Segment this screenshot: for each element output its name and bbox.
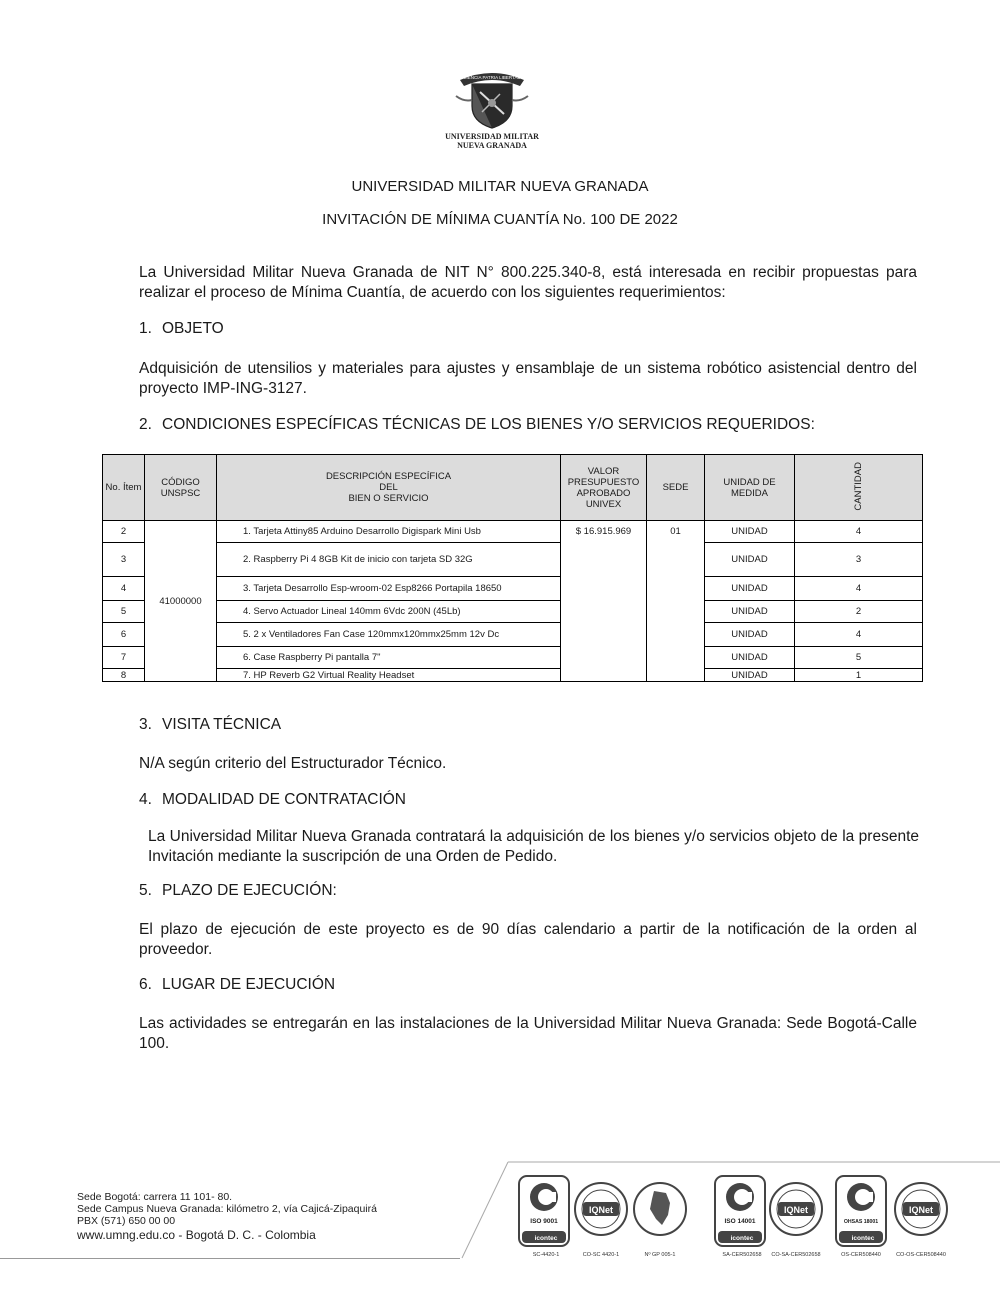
header-desc-line: DEL <box>379 482 398 493</box>
section-title: VISITA TÉCNICA <box>162 716 282 733</box>
header-description <box>217 455 561 521</box>
cell-item: 4 <box>103 577 145 601</box>
cell-quantity: 5 <box>795 647 923 669</box>
cell-item: 6 <box>103 623 145 647</box>
cell-quantity: 4 <box>795 577 923 601</box>
section-number: 3. <box>139 716 152 733</box>
svg-text:icontec: icontec <box>730 1235 754 1242</box>
header-sede: SEDE <box>647 455 705 521</box>
cell-quantity: 4 <box>795 623 923 647</box>
section-heading-visita <box>139 716 281 734</box>
cert-code: CO-SC 4420-1 <box>582 1252 620 1258</box>
section-number: 5. <box>139 882 152 899</box>
footer-line: Sede Campus Nueva Granada: kilómetro 2, vía Cajicá-Zipaquirá <box>77 1203 377 1215</box>
section-heading-condiciones <box>139 416 815 434</box>
cell-description: 1. Tarjeta Attiny85 Arduino Desarrollo Digispark Mini Usb <box>217 521 561 543</box>
table-row <box>103 577 923 601</box>
cell-budget: $ 16.915.969 <box>561 521 647 682</box>
cell-description: 2. Raspberry Pi 4 8GB Kit de inicio con tarjeta SD 32G <box>217 543 561 577</box>
svg-text:OHSAS 18001: OHSAS 18001 <box>843 1219 879 1225</box>
iqnet-icon <box>893 1175 949 1247</box>
cell-unit: UNIDAD <box>705 669 795 682</box>
header-desc-line: DESCRIPCIÓN ESPECÍFICA <box>325 471 452 482</box>
table-row <box>103 521 923 543</box>
section-heading-objeto <box>139 320 224 338</box>
header-unit-line: UNIDAD DE <box>723 476 776 488</box>
cell-unit: UNIDAD <box>705 601 795 623</box>
icontec-iso9001-icon <box>518 1175 574 1247</box>
section-title: CONDICIONES ESPECÍFICAS TÉCNICAS DE LOS BIENES Y/O SERVICIOS REQUERIDOS: <box>162 416 815 433</box>
cell-sede: 01 <box>647 521 705 682</box>
section-text-modalidad: La Universidad Militar Nueva Granada contratará la adquisición de los bienes y/o servicios objeto de la presente Invitación mediante la suscripción de una Orden de Pedido. <box>148 828 919 865</box>
footer-website: www.umng.edu.co - Bogotá D. C. - Colombia <box>77 1228 316 1242</box>
section-title: MODALIDAD DE CONTRATACIÓN <box>162 791 406 808</box>
table-row <box>103 669 923 682</box>
section-number: 6. <box>139 976 152 993</box>
intro-paragraph: La Universidad Militar Nueva Granada de NIT N° 800.225.340-8, está interesada en recibir propuestas para realizar el proceso de Mínima Cuantía, de acuerdo con los siguientes requerimientos: <box>139 264 917 301</box>
gp-colombia-map-icon <box>632 1175 688 1247</box>
svg-text:IQNet: IQNet <box>783 1205 809 1215</box>
section-heading-lugar <box>139 976 335 994</box>
section-number: 2. <box>139 416 152 433</box>
svg-text:icontec: icontec <box>851 1235 875 1242</box>
header-item: No. Ítem <box>103 455 145 521</box>
cell-description: 7. HP Reverb G2 Virtual Reality Headset <box>217 669 561 682</box>
cell-unit: UNIDAD <box>705 521 795 543</box>
section-heading-plazo <box>139 882 337 900</box>
header-unit-line: MEDIDA <box>731 487 768 499</box>
cell-unit: UNIDAD <box>705 577 795 601</box>
section-number: 1. <box>139 320 152 337</box>
header-quantity <box>795 455 923 521</box>
svg-text:IQNet: IQNet <box>908 1205 934 1215</box>
cert-code: CO-OS-CER508440 <box>896 1252 946 1258</box>
table-header-row <box>103 455 923 521</box>
header-budget <box>561 455 647 521</box>
logo-banner-text: CIENCIA PATRIA LIBERTAD <box>463 75 521 80</box>
cell-quantity: 2 <box>795 601 923 623</box>
cell-unit: UNIDAD <box>705 623 795 647</box>
cell-quantity: 1 <box>795 669 923 682</box>
requirements-table <box>102 454 923 682</box>
header-budget-line: PRESUPUESTO <box>567 476 640 488</box>
table-row <box>103 623 923 647</box>
header-quantity-label: CANTIDAD <box>853 461 864 511</box>
cert-code: SA-CER502658 <box>722 1252 762 1258</box>
section-title: OBJETO <box>162 320 224 337</box>
section-text-objeto: Adquisición de utensilios y materiales para ajustes y ensamblaje de un sistema robótico asistencial dentro del proyecto IMP-ING-3127. <box>139 360 917 397</box>
cell-description: 3. Tarjeta Desarrollo Esp-wroom-02 Esp8266 Portapila 18650 <box>217 577 561 601</box>
header-budget-line: UNIVEX <box>585 498 622 510</box>
cell-item: 2 <box>103 521 145 543</box>
section-heading-modalidad <box>139 791 406 809</box>
cert-code: OS-CER508440 <box>841 1252 881 1258</box>
table-row <box>103 601 923 623</box>
logo-wordmark: UNIVERSIDAD MILITAR NUEVA GRANADA <box>445 132 539 150</box>
svg-text:icontec: icontec <box>534 1235 558 1242</box>
header-budget-line: APROBADO <box>576 487 631 499</box>
cert-code: SC-4420-1 <box>532 1252 560 1258</box>
cell-quantity: 4 <box>795 521 923 543</box>
cell-item: 7 <box>103 647 145 669</box>
cell-unit: UNIDAD <box>705 543 795 577</box>
document-subtitle: INVITACIÓN DE MÍNIMA CUANTÍA No. 100 DE 2022 <box>322 211 678 228</box>
svg-text:ISO 9001: ISO 9001 <box>530 1218 558 1225</box>
cell-quantity: 3 <box>795 543 923 577</box>
cell-item: 8 <box>103 669 145 682</box>
cell-description: 4. Servo Actuador Lineal 140mm 6Vdc 200N (45Lb) <box>217 601 561 623</box>
header-desc-line: BIEN O SERVICIO <box>348 493 429 504</box>
icontec-iso14001-icon <box>714 1175 770 1247</box>
footer-line: PBX (571) 650 00 00 <box>77 1215 176 1227</box>
header-budget-line: VALOR <box>587 465 620 477</box>
section-text-visita: N/A según criterio del Estructurador Técnico. <box>139 755 447 772</box>
cert-code: CO-SA-CER502658 <box>771 1252 821 1258</box>
cell-unit: UNIDAD <box>705 647 795 669</box>
document-title: UNIVERSIDAD MILITAR NUEVA GRANADA <box>351 178 649 195</box>
footer-divider <box>0 1258 460 1259</box>
section-title: PLAZO DE EJECUCIÓN: <box>162 882 337 899</box>
icontec-ohsas18001-icon <box>835 1175 891 1247</box>
cell-item: 3 <box>103 543 145 577</box>
cell-code: 41000000 <box>145 521 217 682</box>
section-text-lugar: Las actividades se entregarán en las instalaciones de la Universidad Militar Nueva Granada: Sede Bogotá-Calle 100. <box>139 1015 917 1052</box>
cell-item: 5 <box>103 601 145 623</box>
section-number: 4. <box>139 791 152 808</box>
iqnet-icon <box>573 1175 629 1247</box>
cert-code: Nº GP 005-1 <box>644 1252 676 1258</box>
section-text-plazo: El plazo de ejecución de este proyecto es de 90 días calendario a partir de la notificación de la orden al proveedor. <box>139 921 917 958</box>
header-unit <box>705 455 795 521</box>
cell-description: 6. Case Raspberry Pi pantalla 7" <box>217 647 561 669</box>
cell-description: 5. 2 x Ventiladores Fan Case 120mmx120mmx25mm 12v Dc <box>217 623 561 647</box>
table-row <box>103 543 923 577</box>
header-code: CÓDIGO UNSPSC <box>145 455 217 521</box>
svg-text:IQNet: IQNet <box>588 1205 614 1215</box>
iqnet-icon <box>768 1175 824 1247</box>
footer-line: Sede Bogotá: carrera 11 101- 80. <box>77 1191 233 1203</box>
footer-address <box>77 1191 377 1241</box>
section-title: LUGAR DE EJECUCIÓN <box>162 976 336 993</box>
table-row <box>103 647 923 669</box>
svg-text:ISO 14001: ISO 14001 <box>724 1218 756 1225</box>
